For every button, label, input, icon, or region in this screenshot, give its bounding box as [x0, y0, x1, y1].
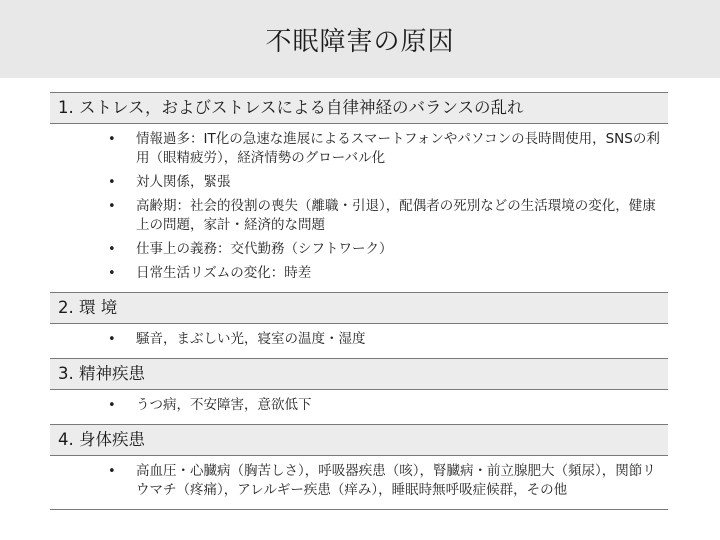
- section-physical-illness: [50, 424, 668, 510]
- item-text: 日常生活リズムの変化：時差: [136, 265, 312, 281]
- item-text: 情報過多：IT化の急速な進展によるスマートフォンやパソコンの長時間使用，SNSの利用（眼精疲労），経済情勢のグローバル化: [136, 131, 660, 166]
- bullet-icon: •: [108, 175, 116, 190]
- section-header: 1. ストレス，およびストレスによる自律神経のバランスの乱れ: [50, 92, 668, 124]
- item-text: 対人関係，緊張: [136, 174, 231, 190]
- list-item: [50, 330, 668, 349]
- section-header: 2. 環 境: [50, 292, 668, 324]
- list-item: [50, 264, 668, 283]
- section-header: 3. 精神疾患: [50, 358, 668, 390]
- item-text: 騒音，まぶしい光，寝室の温度・湿度: [136, 331, 366, 347]
- cause-list: [50, 92, 668, 510]
- bullet-icon: •: [108, 266, 116, 281]
- list-item: [50, 130, 668, 168]
- item-text: 仕事上の義務：交代勤務（シフトワーク）: [136, 241, 393, 257]
- section-stress: [50, 92, 668, 292]
- item-text: 高血圧・心臓病（胸苦しさ），呼吸器疾患（咳），腎臓病・前立腺肥大（頻尿），関節リウマチ（疼痛），アレルギー疾患（痒み），睡眠時無呼吸症候群，その他: [136, 463, 656, 498]
- item-list: [50, 390, 668, 424]
- title-bar: [0, 0, 720, 78]
- page-title: 不眠障害の原因: [265, 26, 455, 57]
- item-text: 高齢期：社会的役割の喪失（離職・引退），配偶者の死別などの生活環境の変化，健康上の問題，家計・経済的な問題: [136, 198, 656, 233]
- list-item: [50, 173, 668, 192]
- section-mental-illness: [50, 358, 668, 424]
- bullet-icon: •: [108, 332, 116, 347]
- bullet-icon: •: [108, 464, 116, 479]
- item-list: [50, 324, 668, 358]
- list-item: [50, 197, 668, 235]
- bullet-icon: •: [108, 398, 116, 413]
- bullet-icon: •: [108, 199, 116, 214]
- list-item: [50, 396, 668, 415]
- list-item: [50, 462, 668, 500]
- bullet-icon: •: [108, 132, 116, 147]
- bullet-icon: •: [108, 242, 116, 257]
- item-list: [50, 456, 668, 509]
- item-list: [50, 124, 668, 292]
- section-header: 4. 身体疾患: [50, 424, 668, 456]
- section-environment: [50, 292, 668, 358]
- list-item: [50, 240, 668, 259]
- item-text: うつ病，不安障害，意欲低下: [136, 397, 312, 413]
